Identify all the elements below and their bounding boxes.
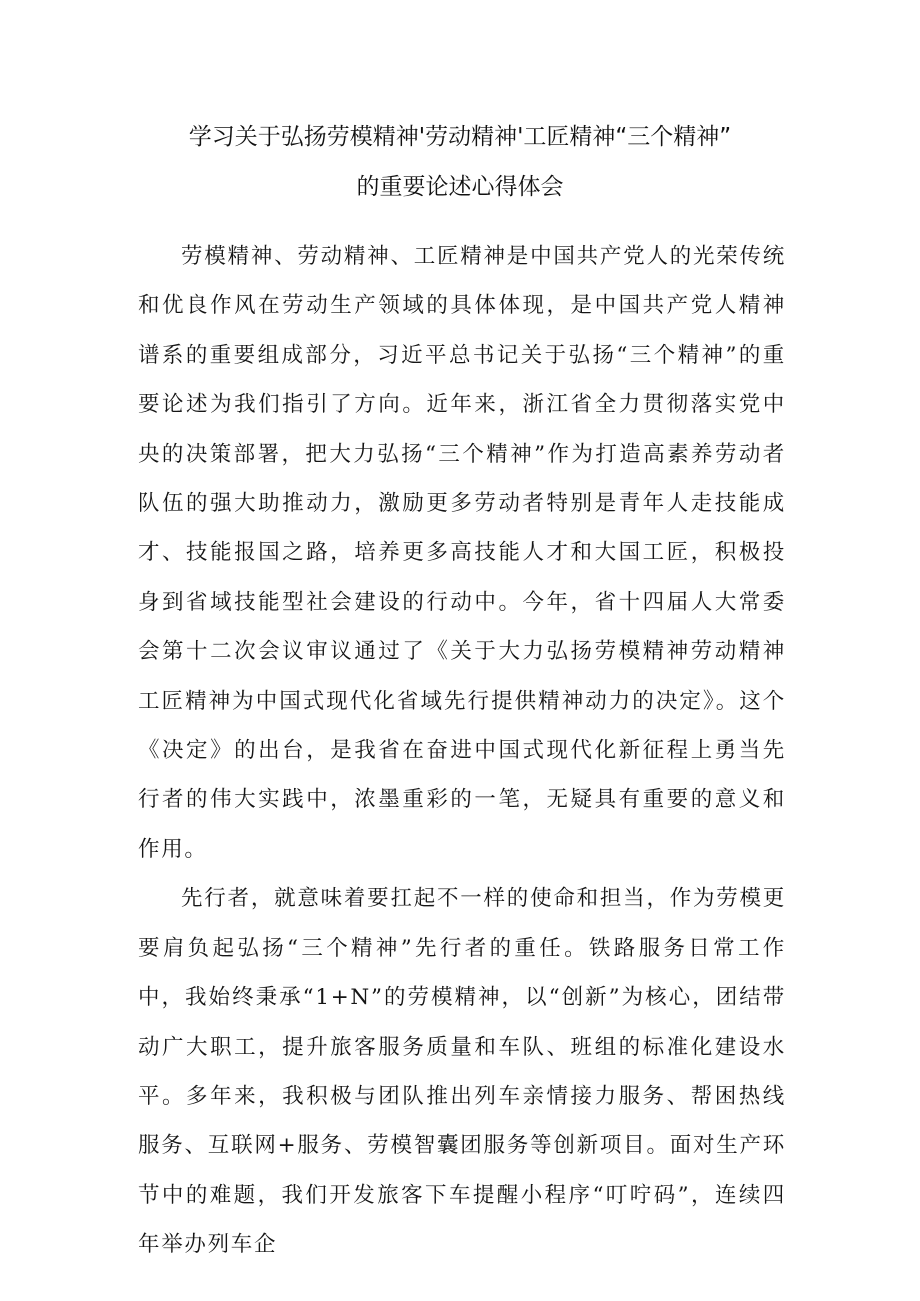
document-title-line-1: 学习关于弘扬劳模精神'劳动精神'工匠精神“三个精神”	[188, 124, 732, 150]
document-body	[138, 232, 786, 1270]
body-paragraph-1: 劳模精神、劳动精神、工匠精神是中国共产党人的光荣传统和优良作风在劳动生产领域的具体体现，是中国共产党人精神谱系的重要组成部分，习近平总书记关于弘扬“三个精神”的重要论述为我们指引了方向。近年来，浙江省全力贯彻落实党中央的决策部署，把大力弘扬“三个精神”作为打造高素养劳动者队伍的强大助推动力，激励更多劳动者特别是青年人走技能成才、技能报国之路，培养更多高技能人才和大国工匠，积极投身到省域技能型社会建设的行动中。今年，省十四届人大常委会第十二次会议审议通过了《关于大力弘扬劳模精神劳动精神工匠精神为中国式现代化省域先行提供精神动力的决定》。这个《决定》的出台，是我省在奋进中国式现代化新征程上勇当先行者的伟大实践中，浓墨重彩的一笔，无疑具有重要的意义和作用。	[138, 244, 786, 862]
document-title-line-2: 的重要论述心得体会	[356, 174, 564, 200]
body-paragraph-2: 先行者，就意味着要扛起不一样的使命和担当，作为劳模更要肩负起弘扬“三个精神”先行者的重任。铁路服务日常工作中，我始终秉承“1+N”的劳模精神，以“创新”为核心，团结带动广大职工，提升旅客服务质量和车队、班组的标准化建设水平。多年来，我积极与团队推出列车亲情接力服务、帮困热线服务、互联网+服务、劳模智囊团服务等创新项目。面对生产环节中的难题，我们开发旅客下车提醒小程序“叮咛码”，连续四年举办列车企	[138, 886, 786, 1258]
